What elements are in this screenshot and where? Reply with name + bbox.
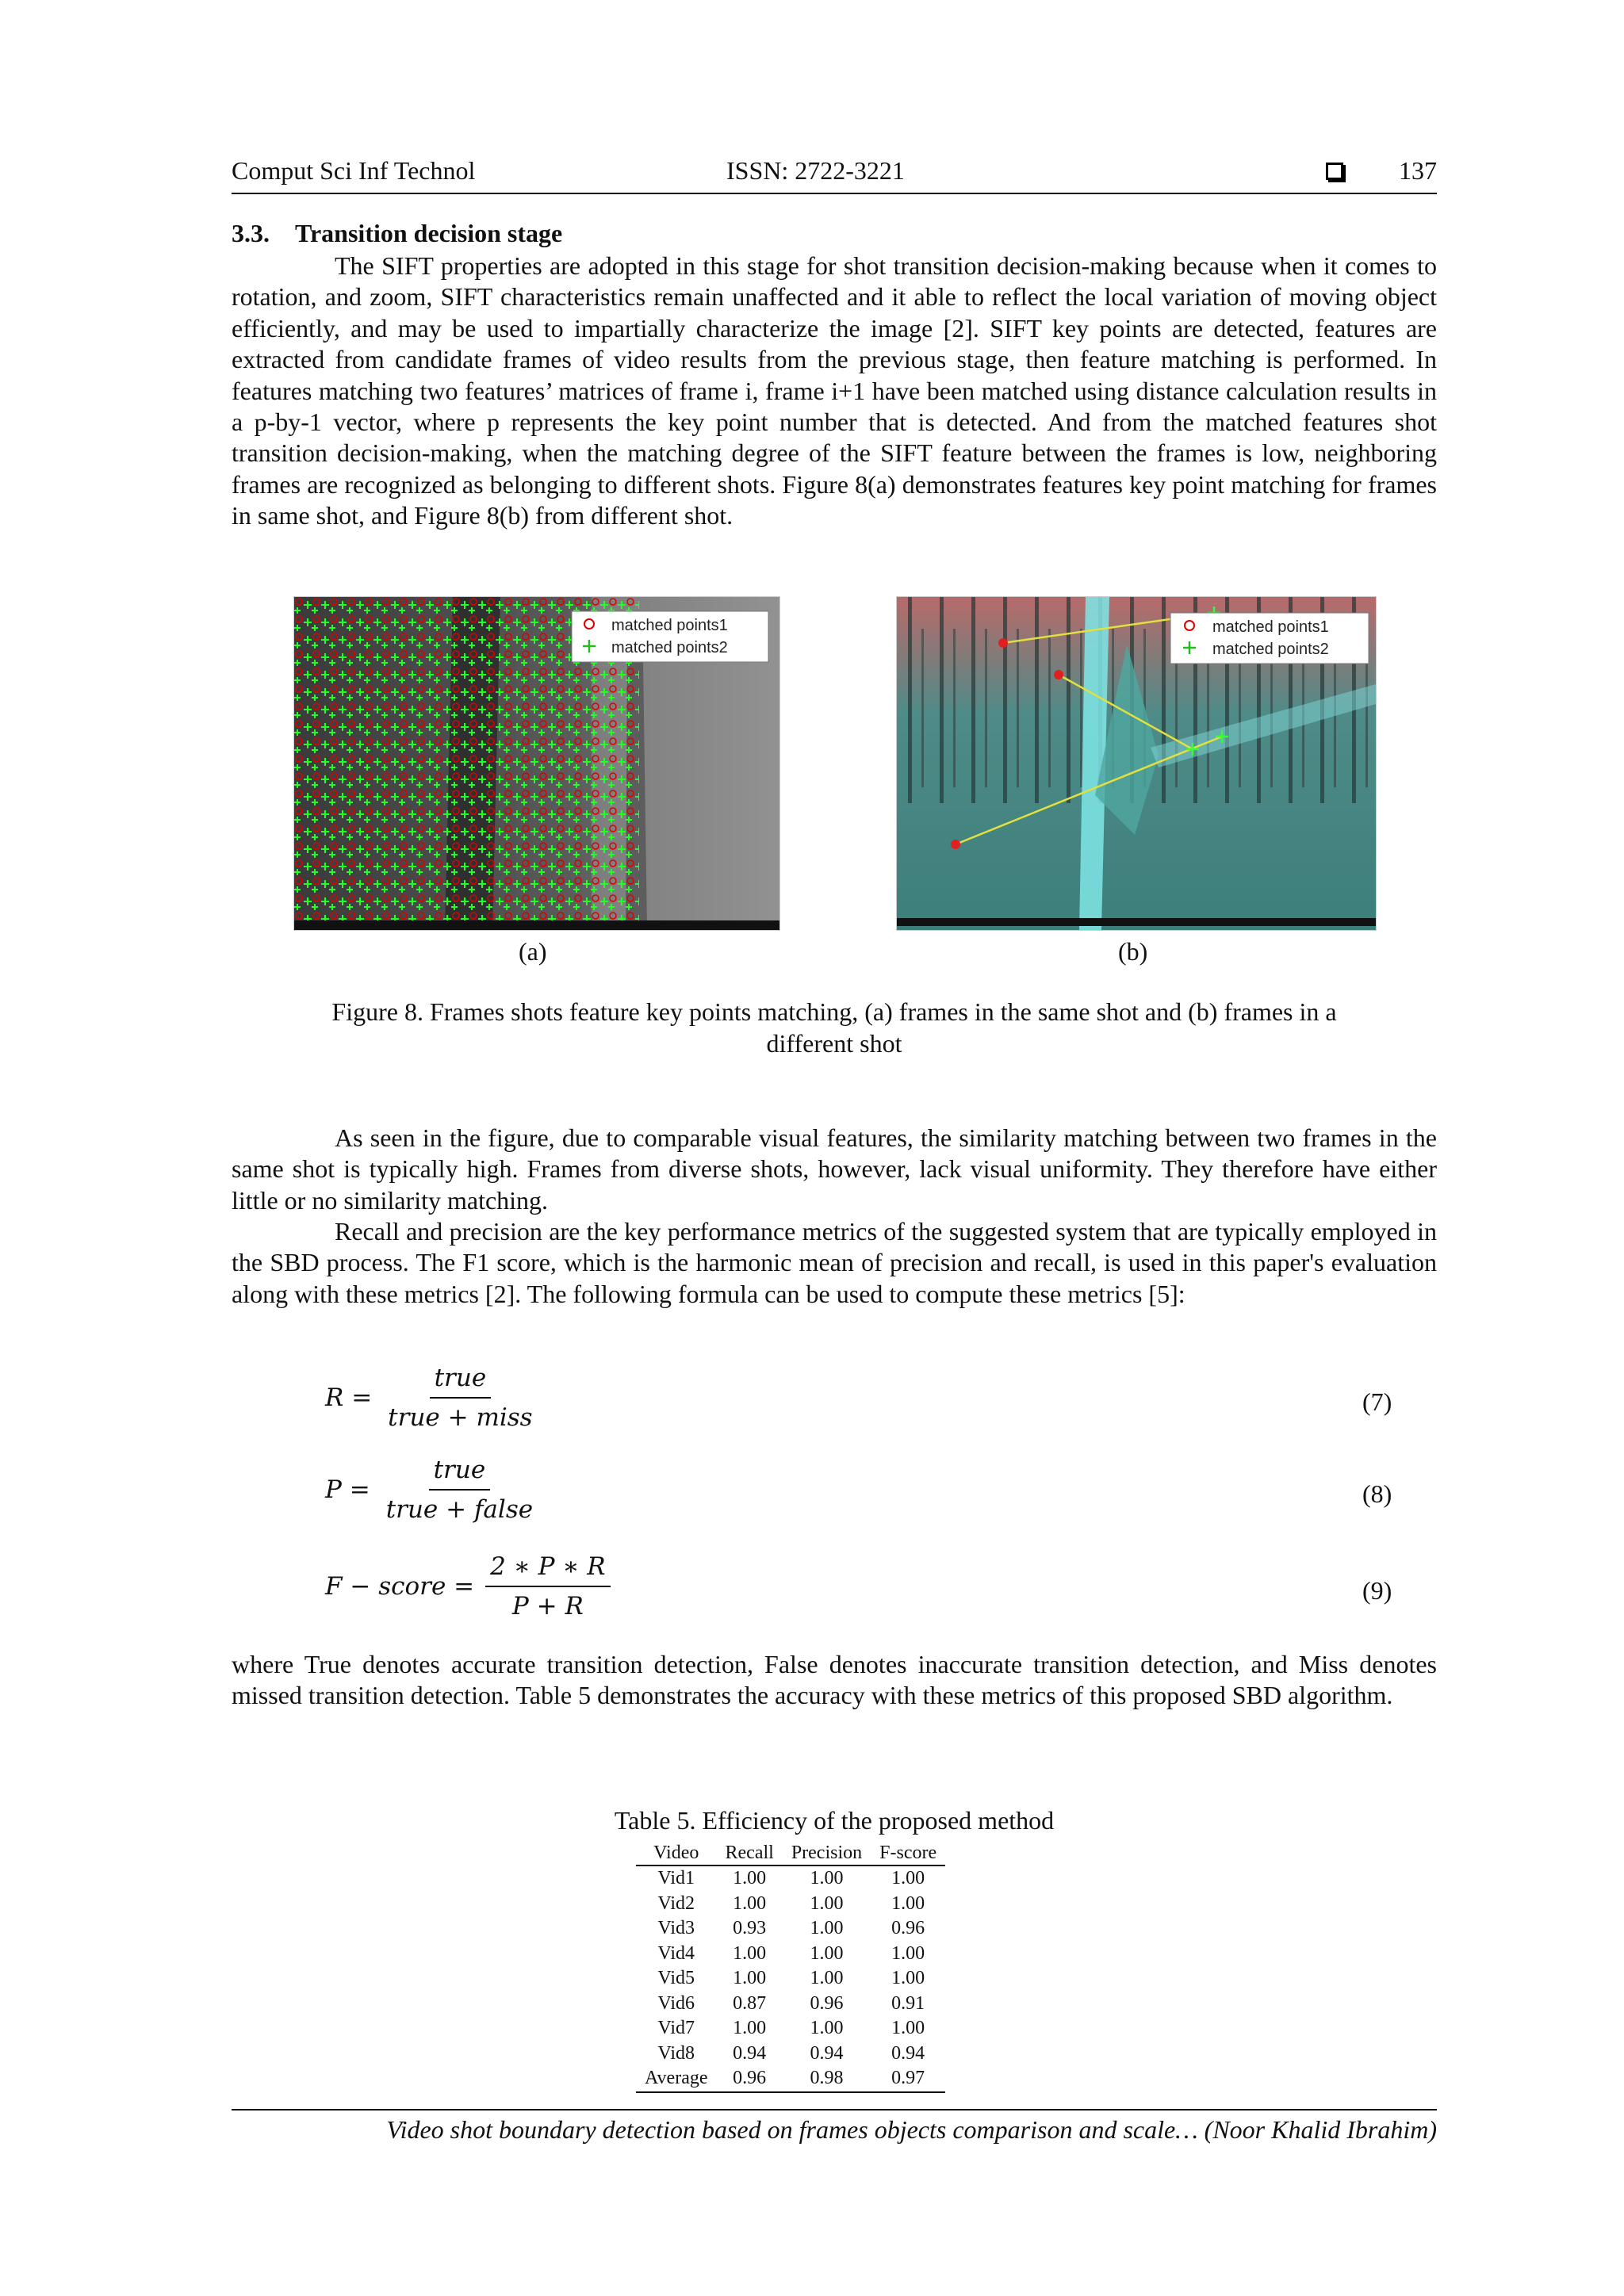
equation-8-lhs: P = <box>325 1475 370 1504</box>
table-cell: 1.00 <box>891 1968 925 1989</box>
table-cell: Average <box>636 2066 717 2092</box>
paragraph-4: where True denotes accurate transition detection, False denotes inaccurate transition detection, and Miss denotes missed transition detection. Table 5 demonstrates the accuracy with these metrics of this proposed SBD algorithm. <box>232 1650 1437 1710</box>
figure-caption-line-2: different shot <box>766 1029 902 1058</box>
square-icon <box>1326 163 1343 180</box>
equation-9-number: (9) <box>1362 1576 1392 1605</box>
equation-7-number: (7) <box>1362 1387 1392 1416</box>
page-number: 137 <box>1399 156 1437 185</box>
table-cell: 0.94 <box>891 2042 925 2064</box>
table-row-average <box>636 2066 945 2092</box>
table-cell: 1.00 <box>810 1968 844 1989</box>
table-cell: 0.87 <box>733 1992 767 2014</box>
table-row <box>636 2016 945 2042</box>
table-cell: Vid5 <box>657 1968 695 1989</box>
figure-8b-image <box>896 596 1377 931</box>
table-cell: 1.00 <box>733 1942 767 1964</box>
table-cell: 1.00 <box>733 1968 767 1989</box>
equation-9-lhs: F − score = <box>325 1572 475 1601</box>
equation-7-numerator: true <box>430 1364 492 1399</box>
section-number: 3.3. <box>232 219 270 247</box>
table-cell: Vid6 <box>657 1992 695 2014</box>
running-header <box>232 153 1437 194</box>
equation-7-denominator: true + miss <box>388 1403 533 1432</box>
table-cell: 1.00 <box>733 1892 767 1914</box>
paragraph-3: Recall and precision are the key performance metrics of the suggested system that are typically employed in the SBD process. The F1 score, which is the harmonic mean of precision and recall, is used in this paper's evaluation along with these metrics [2]. The following formula can be used to compute these metrics [5]: <box>232 1217 1437 1308</box>
table-row <box>636 1866 945 1892</box>
equation-8 <box>325 1456 538 1524</box>
table-cell: Vid1 <box>657 1868 695 1889</box>
subcaption-a: (a) <box>519 937 547 966</box>
table-cell: 1.00 <box>810 1892 844 1914</box>
paragraph-2: As seen in the figure, due to comparable visual features, the similarity matching between two frames in the same shot is typically high. Frames from diverse shots, however, lack visual uniformity. They therefore have either little or no similarity matching. <box>232 1123 1437 1215</box>
results-table <box>636 1841 945 2093</box>
table-header-row <box>636 1841 945 1866</box>
equation-9-denominator: P + R <box>511 1592 584 1621</box>
running-footer: Video shot boundary detection based on frames objects comparison and scale… (Noor Khalid Ibrahim) <box>232 2109 1437 2145</box>
table-cell: 1.00 <box>810 1942 844 1964</box>
figure-8a-image <box>293 596 780 931</box>
table-row <box>636 1916 945 1942</box>
table-row <box>636 1966 945 1992</box>
table-cell: 1.00 <box>891 1942 925 1964</box>
table-row <box>636 1992 945 2017</box>
table-cell: 0.97 <box>871 2066 945 2092</box>
table-cell: Vid3 <box>657 1918 695 1939</box>
journal-name: Comput Sci Inf Technol <box>232 156 476 185</box>
table-cell: 0.98 <box>783 2066 871 2092</box>
section-title: Transition decision stage <box>295 219 563 247</box>
table-cell: Vid7 <box>657 2018 695 2039</box>
table-cell: 0.96 <box>717 2066 783 2092</box>
table-cell: 1.00 <box>810 1868 844 1889</box>
figure-caption-line-1: Figure 8. Frames shots feature key points matching, (a) frames in the same shot and (b) frames in a <box>331 997 1337 1026</box>
table-cell: Vid4 <box>657 1942 695 1964</box>
table-caption: Table 5. Efficiency of the proposed method <box>614 1806 1055 1835</box>
table-cell: 0.96 <box>891 1918 925 1939</box>
equation-7 <box>325 1364 538 1432</box>
figure-caption <box>232 996 1437 1059</box>
table-cell: 0.94 <box>810 2042 844 2064</box>
subcaption-b: (b) <box>1118 937 1148 966</box>
table-cell: 1.00 <box>733 2018 767 2039</box>
table-cell: 1.00 <box>810 2018 844 2039</box>
legend-label-2: matched points2 <box>1212 641 1329 658</box>
equation-9-numerator: 2 ∗ P ∗ R <box>485 1552 610 1587</box>
table-cell: 0.93 <box>733 1918 767 1939</box>
table-cell: 1.00 <box>891 1868 925 1889</box>
table-row <box>636 1892 945 1917</box>
table-cell: 1.00 <box>733 1868 767 1889</box>
table-cell: 1.00 <box>891 2018 925 2039</box>
table-cell: 1.00 <box>810 1918 844 1939</box>
table-cell: 0.91 <box>891 1992 925 2014</box>
table-header-cell: Video <box>636 1841 717 1866</box>
table-cell: Vid2 <box>657 1892 695 1914</box>
table-header-cell: Recall <box>717 1841 783 1866</box>
table-row <box>636 2042 945 2067</box>
paragraph-1: The SIFT properties are adopted in this stage for shot transition decision-making because when it comes to rotation, and zoom, SIFT characteristics remain unaffected and it able to reflect the local variation of moving object efficiently, and may be used to impartially characterize the image [2]. SIFT key points are detected, features are extracted from candidate frames of video results from the previous stage, then feature matching is performed. In features matching two features’ matrices of frame i, frame i+1 have been matched using distance calculation results in a p-by-1 vector, where p represents the key point number that is detected. And from the matched features shot transition decision-making, when the matching degree of the SIFT feature between the frames is low, neighboring frames are recognized as belonging to different shots. Figure 8(a) demonstrates features key point matching for frames in same shot, and Figure 8(b) from different shot. <box>232 251 1437 530</box>
issn: ISSN: 2722-3221 <box>726 156 905 185</box>
table-row <box>636 1942 945 1967</box>
equation-7-lhs: R = <box>325 1383 373 1412</box>
table-cell: 1.00 <box>891 1892 925 1914</box>
table-cell: 0.94 <box>733 2042 767 2064</box>
equation-9 <box>325 1552 611 1621</box>
section-heading <box>232 219 562 248</box>
equation-8-numerator: true <box>429 1456 491 1490</box>
table-header-cell: F-score <box>871 1841 945 1866</box>
legend-label-2: matched points2 <box>611 639 728 656</box>
table-header-cell: Precision <box>783 1841 871 1866</box>
legend-label-1: matched points1 <box>611 617 728 634</box>
legend-label-1: matched points1 <box>1212 618 1329 636</box>
equation-8-number: (8) <box>1362 1479 1392 1508</box>
equation-8-denominator: true + false <box>385 1495 534 1524</box>
table-cell: Vid8 <box>657 2042 695 2064</box>
table-cell: 0.96 <box>810 1992 844 2014</box>
